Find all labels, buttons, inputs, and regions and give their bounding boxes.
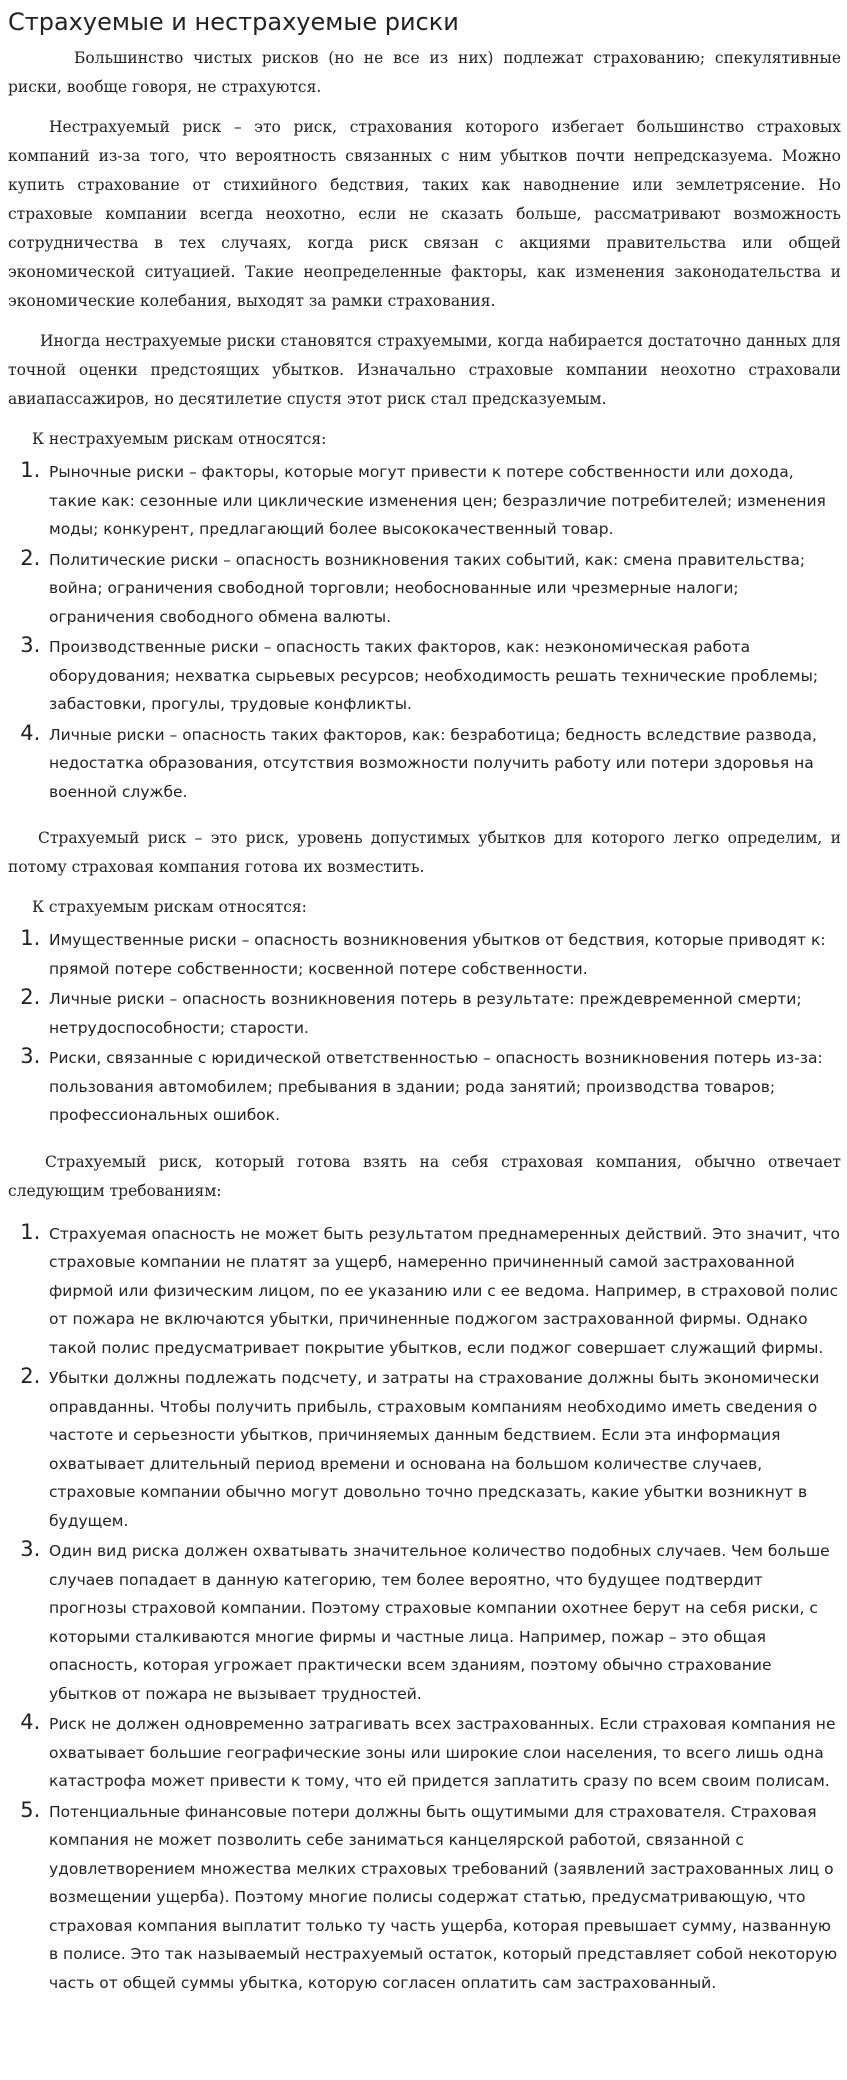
list-item: 1. Страхуемая опасность не может быть результатом преднамеренных действий. Это значит, что страховые компании не платят за ущерб, намеренно причиненный самой застрахованной фирмой или физическим лицом, по ее указанию или с ее ведома. Например, в страховой полис от пожара не включаются убытки, причиненные поджогом застрахованной фирмы. Однако такой полис предусматривает покрытие убытков, если поджог совершает служащий фирмы. — [47, 1218, 841, 1363]
insurable-definition-paragraph: Страхуемый риск – это риск, уровень допустимых убытков для которого легко определим, и потому страховая компания готова их возместить. — [8, 829, 841, 876]
sometimes-insurable-paragraph: Иногда нестрахуемые риски становятся страхуемыми, когда набирается достаточно данных для точной оценки предстоящих убытков. Изначально страховые компании неохотно страховали авиапассажиров, но десятилетие спустя этот риск стал предсказуемым. — [8, 332, 841, 408]
uninsurable-risk-list — [8, 456, 841, 806]
list-item: 2. Политические риски – опасность возникновения таких событий, как: смена правительства; война; ограничения свободной торговли; необоснованные или чрезмерные налоги; ограничения свободного обмена валюты. — [47, 544, 841, 632]
insurable-risk-list — [8, 924, 841, 1130]
list-item: 4. Личные риски – опасность таких факторов, как: безработица; бедность вследствие развода, недостатка образования, отсутствия возможности получить работу или потери здоровья на военной службе. — [47, 719, 841, 807]
insurable-heading: К страхуемым рискам относятся: — [32, 898, 307, 916]
list-item: 2. Личные риски – опасность возникновения потерь в результате: преждевременной смерти; нетрудоспособности; старости. — [47, 983, 841, 1042]
list-item: 1. Имущественные риски – опасность возникновения убытков от бедствия, которые приводят к: прямой потере собственности; косвенной потере собственности. — [47, 924, 841, 983]
page-title: Страхуемые и нестрахуемые риски — [8, 8, 459, 36]
list-item: 4. Риск не должен одновременно затрагивать всех застрахованных. Если страховая компания не охватывает большие географические зоны или широкие слои населения, то всего лишь одна катастрофа может привести к тому, что ей придется заплатить сразу по всем своим полисам. — [47, 1708, 841, 1796]
intro-paragraph: Большинство чистых рисков (но не все из них) подлежат страхованию; спекулятивные риски, вообще говоря, не страхуются. — [8, 49, 841, 96]
uninsurable-heading: К нестрахуемым рискам относятся: — [32, 430, 327, 448]
list-item: 2. Убытки должны подлежать подсчету, и затраты на страхование должны быть экономически оправданны. Чтобы получить прибыль, страховым компаниям необходимо иметь сведения о частоте и серьезности убытков, причиняемых данным бедствием. Если эта информация охватывает длительный период времени и основана на большом количестве случаев, страховые компании обычно могут довольно точно предсказать, какие убытки возникнут в будущем. — [47, 1362, 841, 1535]
requirements-list — [8, 1218, 841, 1998]
requirements-heading: Страхуемый риск, который готова взять на себя страховая компания, обычно отвечает следующим требованиям: — [8, 1152, 841, 1200]
list-item: 3. Риски, связанные с юридической ответственностью – опасность возникновения потерь из-за: пользования автомобилем; пребывания в здании; рода занятий; производства товаров; профессиональных ошибок. — [47, 1042, 841, 1130]
list-item: 3. Один вид риска должен охватывать значительное количество подобных случаев. Чем больше случаев попадает в данную категорию, тем более вероятно, что будущее подтвердит прогнозы страховой компании. Поэтому страховые компании охотнее берут на себя риски, с которыми сталкиваются многие фирмы и частные лица. Например, пожар – это общая опасность, которая угрожает практически всем зданиям, поэтому обычно страхование убытков от пожара не вызывает трудностей. — [47, 1535, 841, 1708]
uninsurable-definition-paragraph: Нестрахуемый риск – это риск, страхования которого избегает большинство страховых компаний из-за того, что вероятность связанных с ним убытков почти непредсказуема. Можно купить страхование от стихийного бедствия, таких как наводнение или землетрясение. Но страховые компании всегда неохотно, если не сказать больше, рассматривают возможность сотрудничества в тех случаях, когда риск связан с акциями правительства или общей экономической ситуацией. Такие неопределенные факторы, как изменения законодательства и экономические колебания, выходят за рамки страхования. — [8, 118, 841, 310]
list-item: 5. Потенциальные финансовые потери должны быть ощутимыми для страхователя. Страховая компания не может позволить себе заниматься канцелярской работой, связанной с удовлетворением множества мелких страховых требований (заявлений застрахованных лиц о возмещении ущерба). Поэтому многие полисы содержат статью, предусматривающую, что страховая компания выплатит только ту часть ущерба, которая превышает сумму, названную в полисе. Это так называемый нестрахуемый остаток, который представляет собой некоторую часть от общей суммы убытка, которую согласен оплатить сам застрахованный. — [47, 1796, 841, 1998]
list-item: 1. Рыночные риски – факторы, которые могут привести к потере собственности или дохода, такие как: сезонные или циклические изменения цен; безразличие потребителей; изменения моды; конкурент, предлагающий более высококачественный товар. — [47, 456, 841, 544]
list-item: 3. Производственные риски – опасность таких факторов, как: неэкономическая работа оборудования; нехватка сырьевых ресурсов; необходимость решать технические проблемы; забастовки, прогулы, трудовые конфликты. — [47, 631, 841, 719]
